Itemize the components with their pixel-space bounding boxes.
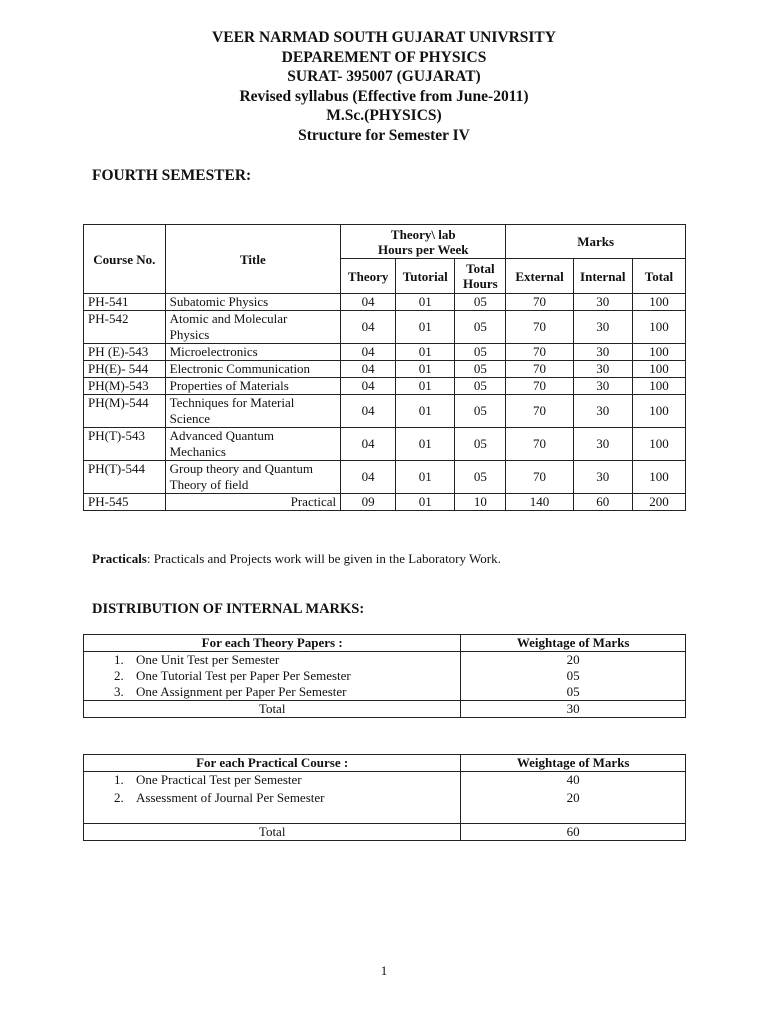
table-row xyxy=(84,428,686,461)
course-no-cell: PH-542 xyxy=(84,311,166,344)
course-no-cell: PH(M)-544 xyxy=(84,395,166,428)
note-label: Practicals xyxy=(92,551,147,566)
practical-total-value: 60 xyxy=(461,824,686,841)
total-hours-cell: 05 xyxy=(455,461,506,494)
total-marks-cell: 100 xyxy=(632,344,685,361)
internal-cell: 30 xyxy=(573,428,632,461)
document-header xyxy=(0,28,768,145)
tutorial-cell: 01 xyxy=(396,395,455,428)
semester-title: FOURTH SEMESTER: xyxy=(92,167,252,184)
table-row xyxy=(84,344,686,361)
theory-cell: 09 xyxy=(341,494,396,511)
internal-cell: 30 xyxy=(573,395,632,428)
theory-cell: 04 xyxy=(341,311,396,344)
course-no-cell: PH(T)-543 xyxy=(84,428,166,461)
theory-cell: 04 xyxy=(341,395,396,428)
list-item: 1. One Practical Test per Semester xyxy=(114,772,302,787)
theory-marks-table xyxy=(83,634,686,718)
tutorial-cell: 01 xyxy=(396,461,455,494)
course-no-cell: PH(T)-544 xyxy=(84,461,166,494)
syllabus-line: Revised syllabus (Effective from June-2011) xyxy=(239,87,529,105)
practical-items-cell xyxy=(84,772,461,824)
internal-cell: 30 xyxy=(573,294,632,311)
header-tutorial: Tutorial xyxy=(396,259,455,294)
header-marks: Marks xyxy=(506,225,686,259)
practical-header-right: Weightage of Marks xyxy=(461,755,686,772)
total-marks-cell: 100 xyxy=(632,361,685,378)
header-theory: Theory xyxy=(341,259,396,294)
table-row xyxy=(84,461,686,494)
table-row xyxy=(84,361,686,378)
theory-cell: 04 xyxy=(341,361,396,378)
practical-marks-table xyxy=(83,754,686,841)
tutorial-cell: 01 xyxy=(396,494,455,511)
external-cell: 70 xyxy=(506,344,573,361)
total-hours-cell: 05 xyxy=(455,378,506,395)
external-cell: 140 xyxy=(506,494,573,511)
header-total-hours: Total Hours xyxy=(455,259,506,294)
tutorial-cell: 01 xyxy=(396,378,455,395)
practicals-note xyxy=(92,551,501,567)
tutorial-cell: 01 xyxy=(396,311,455,344)
address-line: SURAT- 395007 (GUJARAT) xyxy=(287,68,481,85)
total-hours-cell: 05 xyxy=(455,428,506,461)
tutorial-cell: 01 xyxy=(396,428,455,461)
header-course-no: Course No. xyxy=(84,225,166,294)
external-cell: 70 xyxy=(506,378,573,395)
total-hours-cell: 05 xyxy=(455,361,506,378)
note-text: : Practicals and Projects work will be given in the Laboratory Work. xyxy=(146,551,501,566)
total-hours-cell: 05 xyxy=(455,344,506,361)
course-no-cell: PH(M)-543 xyxy=(84,378,166,395)
table-row xyxy=(84,395,686,428)
structure-line: Structure for Semester IV xyxy=(298,126,470,144)
course-no-cell: PH-541 xyxy=(84,294,166,311)
tutorial-cell: 01 xyxy=(396,344,455,361)
course-title-cell: Atomic and Molecular Physics xyxy=(165,311,340,344)
external-cell: 70 xyxy=(506,294,573,311)
course-title-cell: Practical xyxy=(165,494,340,511)
external-cell: 70 xyxy=(506,395,573,428)
table-row xyxy=(84,311,686,344)
total-marks-cell: 100 xyxy=(632,378,685,395)
header-hours: Theory\ lab Hours per Week xyxy=(341,225,506,259)
course-title-cell: Advanced Quantum Mechanics xyxy=(165,428,340,461)
total-marks-cell: 200 xyxy=(632,494,685,511)
theory-cell: 04 xyxy=(341,294,396,311)
course-title-cell: Subatomic Physics xyxy=(165,294,340,311)
external-cell: 70 xyxy=(506,311,573,344)
tutorial-cell: 01 xyxy=(396,294,455,311)
list-item: 3. One Assignment per Paper Per Semester xyxy=(114,684,347,699)
total-marks-cell: 100 xyxy=(632,395,685,428)
course-title-cell: Microelectronics xyxy=(165,344,340,361)
practical-values-cell: 40 20 xyxy=(461,772,686,824)
university-name: VEER NARMAD SOUTH GUJARAT UNIVRSITY xyxy=(212,29,556,46)
theory-cell: 04 xyxy=(341,344,396,361)
theory-total-value: 30 xyxy=(461,701,686,718)
page-number: 1 xyxy=(380,963,388,978)
practical-header-left: For each Practical Course : xyxy=(84,755,461,772)
tutorial-cell: 01 xyxy=(396,361,455,378)
external-cell: 70 xyxy=(506,428,573,461)
list-item: 1. One Unit Test per Semester xyxy=(114,652,280,667)
theory-cell: 04 xyxy=(341,378,396,395)
table-row xyxy=(84,494,686,511)
total-marks-cell: 100 xyxy=(632,294,685,311)
header-title: Title xyxy=(165,225,340,294)
external-cell: 70 xyxy=(506,461,573,494)
internal-cell: 30 xyxy=(573,361,632,378)
total-marks-cell: 100 xyxy=(632,461,685,494)
total-marks-cell: 100 xyxy=(632,428,685,461)
theory-total-label: Total xyxy=(84,701,461,718)
theory-cell: 04 xyxy=(341,428,396,461)
header-external: External xyxy=(506,259,573,294)
header-internal: Internal xyxy=(573,259,632,294)
course-structure-table xyxy=(83,224,686,511)
table-row xyxy=(84,294,686,311)
course-no-cell: PH (E)-543 xyxy=(84,344,166,361)
theory-header-left: For each Theory Papers : xyxy=(84,635,461,652)
total-hours-cell: 05 xyxy=(455,395,506,428)
internal-cell: 30 xyxy=(573,461,632,494)
course-title-cell: Electronic Communication xyxy=(165,361,340,378)
internal-cell: 60 xyxy=(573,494,632,511)
theory-header-right: Weightage of Marks xyxy=(461,635,686,652)
course-no-cell: PH-545 xyxy=(84,494,166,511)
theory-items-cell xyxy=(84,652,461,701)
course-title-cell: Properties of Materials xyxy=(165,378,340,395)
theory-values-cell: 20 05 05 xyxy=(461,652,686,701)
course-no-cell: PH(E)- 544 xyxy=(84,361,166,378)
programme-line: M.Sc.(PHYSICS) xyxy=(326,107,442,124)
distribution-title: DISTRIBUTION OF INTERNAL MARKS: xyxy=(92,601,365,617)
department-name: DEPAREMENT OF PHYSICS xyxy=(281,48,487,66)
table-row xyxy=(84,378,686,395)
external-cell: 70 xyxy=(506,361,573,378)
total-marks-cell: 100 xyxy=(632,311,685,344)
internal-cell: 30 xyxy=(573,311,632,344)
practical-total-label: Total xyxy=(84,824,461,841)
list-item: 2. One Tutorial Test per Paper Per Semester xyxy=(114,668,351,683)
total-hours-cell: 05 xyxy=(455,294,506,311)
total-hours-cell: 05 xyxy=(455,311,506,344)
internal-cell: 30 xyxy=(573,344,632,361)
theory-cell: 04 xyxy=(341,461,396,494)
total-hours-cell: 10 xyxy=(455,494,506,511)
list-item: 2. Assessment of Journal Per Semester xyxy=(114,790,325,805)
internal-cell: 30 xyxy=(573,378,632,395)
course-title-cell: Techniques for Material Science xyxy=(165,395,340,428)
header-total-marks: Total xyxy=(632,259,685,294)
course-title-cell: Group theory and Quantum Theory of field xyxy=(165,461,340,494)
